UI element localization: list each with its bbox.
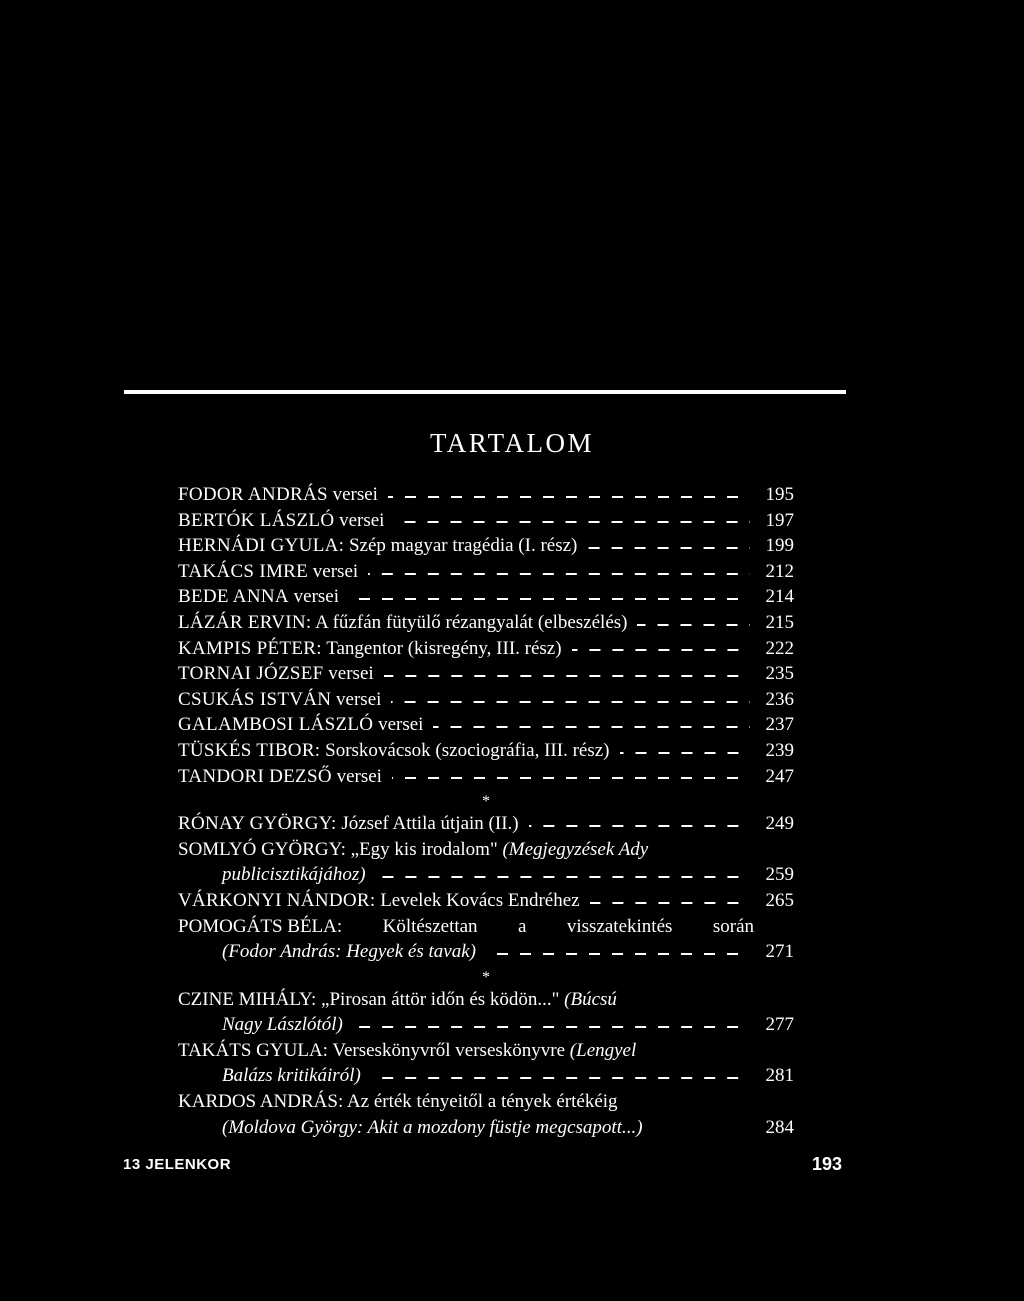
page-number: 197 <box>765 509 794 531</box>
footer-page-number: 193 <box>812 1154 843 1174</box>
toc-entry[interactable] <box>178 714 794 740</box>
entry-text: CSUKÁS ISTVÁN versei <box>178 688 382 710</box>
toc-entry[interactable] <box>178 638 794 664</box>
toc-entry[interactable] <box>178 740 794 766</box>
page-number: 271 <box>765 941 794 963</box>
toc-entry-czine-line1[interactable]: CZINE MIHÁLY: „Pirosan áttör időn és ködön..." (Búcsú <box>178 988 617 1010</box>
toc-entry-somlyo-line1[interactable]: SOMLYÓ GYÖRGY: „Egy kis irodalom" (Megjegyzések Ady <box>178 838 649 860</box>
entry-text: TAKÁCS IMRE versei <box>178 560 359 582</box>
toc-entry-takats-line1[interactable]: TAKÁTS GYULA: Verseskönyvről verseskönyvre (Lengyel <box>178 1039 637 1061</box>
page-number: 235 <box>765 663 794 685</box>
toc-entry[interactable] <box>178 484 794 510</box>
entry-text: (Moldova György: Akit a mozdony füstje megcsapott...) <box>222 1116 643 1138</box>
dot-leader <box>349 598 750 600</box>
page-number: 212 <box>765 560 794 582</box>
page-number: 222 <box>765 637 794 659</box>
page-number: 281 <box>765 1065 794 1087</box>
entry-text: HERNÁDI GYULA: Szép magyar tragédia (I. rész) <box>178 535 578 557</box>
top-rule <box>124 390 846 394</box>
dot-leader <box>391 701 750 703</box>
entry-text: VÁRKONYI NÁNDOR: Levelek Kovács Endréhez <box>178 889 580 911</box>
dot-leader <box>371 1077 750 1079</box>
entry-text: KAMPIS PÉTER: Tangentor (kisregény, III. rész) <box>178 637 562 659</box>
footer-journal-label: 13 JELENKOR <box>123 1156 232 1173</box>
dot-leader <box>486 953 750 955</box>
toc-entry-somlyo-line2[interactable] <box>178 864 794 890</box>
separator-star: * <box>482 793 490 811</box>
page-number: 247 <box>765 765 794 787</box>
toc-entry-kardos-line1[interactable]: KARDOS ANDRÁS: Az érték tényeitől a tények értékéig <box>178 1091 618 1113</box>
dot-leader <box>433 726 750 728</box>
entry-text: FODOR ANDRÁS versei <box>178 484 378 505</box>
page-number: 277 <box>765 1014 794 1036</box>
toc-entry[interactable] <box>178 663 794 689</box>
page-number: 259 <box>765 864 794 886</box>
entry-text: TÜSKÉS TIBOR: Sorskovácsok (szociográfia, III. rész) <box>178 739 610 761</box>
page-number: 214 <box>765 586 794 608</box>
page-number: 215 <box>765 611 794 633</box>
entry-text: BERTÓK LÁSZLÓ versei <box>178 509 385 531</box>
entry-text: (Fodor András: Hegyek és tavak) <box>222 941 476 963</box>
page-number: 265 <box>765 889 794 911</box>
dot-leader <box>388 496 750 498</box>
toc-entry[interactable] <box>178 561 794 587</box>
dot-leader <box>384 675 750 677</box>
entry-text: LÁZÁR ERVIN: A fűzfán fütyülő rézangyalát (elbeszélés) <box>178 611 628 633</box>
entry-text: TANDORI DEZSŐ versei <box>178 765 382 787</box>
entry-text: TORNAI JÓZSEF versei <box>178 663 374 685</box>
separator-star: * <box>482 968 490 986</box>
toc-entry[interactable] <box>178 766 794 792</box>
page-number: 199 <box>765 535 794 557</box>
dot-leader <box>590 902 750 904</box>
dot-leader <box>368 573 750 575</box>
toc-entry-pomogats-line2[interactable] <box>178 941 794 967</box>
page-title: TARTALOM <box>429 428 595 458</box>
toc-entry[interactable] <box>178 535 794 561</box>
dot-leader <box>376 876 750 878</box>
dot-leader <box>572 649 750 651</box>
toc-entry-kardos-line2[interactable] <box>178 1117 794 1143</box>
entry-text: BEDE ANNA versei <box>178 586 340 608</box>
toc-entry-ronay[interactable] <box>178 813 794 839</box>
toc-entry[interactable] <box>178 586 794 612</box>
entry-text: RÓNAY GYÖRGY: József Attila útjain (II.) <box>178 813 519 835</box>
dot-leader <box>392 777 750 779</box>
toc-entry-takats-line2[interactable] <box>178 1065 794 1091</box>
page-number: 249 <box>765 813 794 835</box>
toc-entry[interactable] <box>178 689 794 715</box>
toc-entry[interactable] <box>178 510 794 536</box>
page-number: 239 <box>765 739 794 761</box>
dot-leader <box>529 825 750 827</box>
toc-entry-varkonyi[interactable] <box>178 890 794 916</box>
page-number: 237 <box>765 714 794 736</box>
page-number: 236 <box>765 688 794 710</box>
entries-list <box>178 484 794 791</box>
toc-entry-pomogats-line1[interactable]: POMOGÁTS BÉLA: Költészettan a visszatekintés során <box>178 915 754 937</box>
dot-leader <box>394 521 750 523</box>
dot-leader <box>353 1026 750 1028</box>
page-number: 195 <box>765 484 794 505</box>
toc-entry-czine-line2[interactable] <box>178 1014 794 1040</box>
dot-leader <box>637 624 750 626</box>
entry-text: Nagy Lászlótól) <box>222 1014 343 1036</box>
dot-leader <box>620 752 751 754</box>
entry-text: Balázs kritikáiról) <box>222 1065 361 1087</box>
table-of-contents <box>178 484 794 1142</box>
entry-text: publicisztikájához) <box>222 864 366 886</box>
dot-leader <box>587 547 750 549</box>
page-number: 284 <box>765 1116 794 1138</box>
toc-entry[interactable] <box>178 612 794 638</box>
entry-text: GALAMBOSI LÁSZLÓ versei <box>178 714 424 736</box>
